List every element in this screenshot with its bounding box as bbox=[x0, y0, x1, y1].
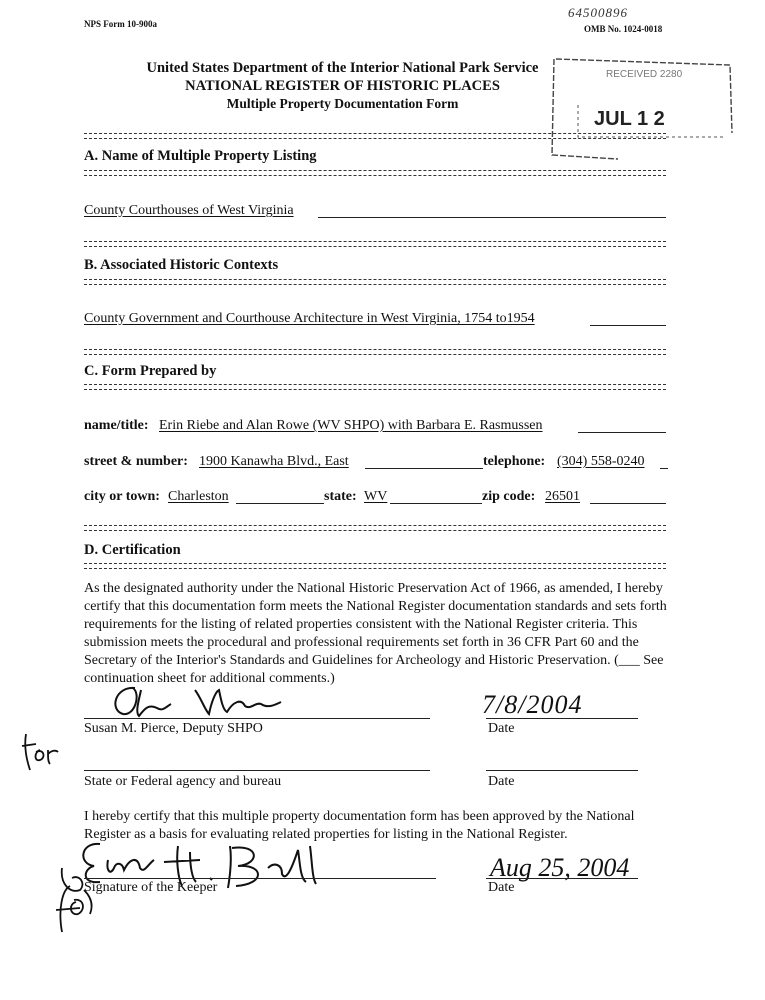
fill-line bbox=[390, 503, 482, 504]
date-label-1: Date bbox=[488, 721, 515, 736]
header-line2: NATIONAL REGISTER OF HISTORIC PLACES bbox=[185, 78, 500, 94]
section-divider bbox=[84, 279, 666, 285]
fill-line bbox=[578, 432, 666, 433]
street-number-value: 1900 Kanawha Blvd., East bbox=[199, 454, 349, 469]
fill-line bbox=[318, 217, 666, 218]
section-b-title: B. Associated Historic Contexts bbox=[84, 257, 279, 273]
omb-number: OMB No. 1024-0018 bbox=[584, 24, 663, 34]
shpo-signer-name: Susan M. Pierce, Deputy SHPO bbox=[84, 721, 263, 736]
city-label: city or town: bbox=[84, 489, 160, 504]
zip-value: 26501 bbox=[545, 489, 580, 504]
date-label-3: Date bbox=[488, 880, 515, 895]
section-divider bbox=[84, 170, 666, 176]
shpo-signature bbox=[105, 680, 305, 722]
agency-label: State or Federal agency and bureau bbox=[84, 774, 282, 789]
header-line3: Multiple Property Documentation Form bbox=[226, 96, 459, 111]
certification-paragraph: As the designated authority under the National Historic Preservation Act of 1966, as amended, I hereby certify that this documentation form meets the National Register documentation standards and sets forth requirements for the listing of related properties consistent with the National Register criteria. This submission meets the procedural and professional requirements set forth in 36 CFR Part 60 and the Secretary of the Interior's Standards and Guidelines for Archeology and Historic Preservation. (___ See continuation sheet for additional comments.) bbox=[84, 581, 667, 686]
section-divider bbox=[84, 133, 666, 139]
section-divider bbox=[84, 563, 666, 569]
signature-line bbox=[84, 878, 436, 879]
state-label: state: bbox=[324, 489, 357, 504]
section-d-title: D. Certification bbox=[84, 542, 181, 558]
fill-line bbox=[590, 325, 666, 326]
fill-line bbox=[365, 468, 483, 469]
date-handwritten-2: Aug 25, 2004 bbox=[490, 853, 630, 882]
city-value: Charleston bbox=[168, 489, 229, 504]
for-annotation bbox=[20, 728, 60, 774]
section-divider bbox=[84, 384, 666, 390]
street-number-label: street & number: bbox=[84, 454, 188, 469]
zip-label: zip code: bbox=[482, 489, 536, 504]
fill-line bbox=[236, 503, 324, 504]
keeper-label: Signature of the Keeper bbox=[84, 880, 218, 895]
agency-line bbox=[84, 770, 430, 771]
fill-line bbox=[590, 503, 666, 504]
section-a-title: A. Name of Multiple Property Listing bbox=[84, 148, 317, 164]
date-label-2: Date bbox=[488, 774, 515, 789]
name-title-label: name/title: bbox=[84, 418, 149, 433]
historic-contexts-value: County Government and Courthouse Architecture in West Virginia, 1754 to1954 bbox=[84, 311, 535, 326]
section-divider bbox=[84, 525, 666, 531]
section-c-title: C. Form Prepared by bbox=[84, 363, 217, 379]
date-handwritten-1: 7/8/2004 bbox=[482, 690, 583, 719]
telephone-value: (304) 558-0240 bbox=[557, 454, 645, 469]
stamp-date-text: JUL 1 2 bbox=[594, 108, 665, 130]
for-annotation-2 bbox=[40, 880, 100, 940]
signature-line bbox=[84, 718, 430, 719]
name-title-value: Erin Riebe and Alan Rowe (WV SHPO) with Barbara E. Rasmussen bbox=[159, 418, 543, 433]
header-line1: United States Department of the Interior National Park Service bbox=[146, 60, 539, 76]
date-line bbox=[486, 718, 638, 719]
received-stamp bbox=[548, 55, 734, 165]
telephone-label: telephone: bbox=[483, 454, 546, 469]
date-line bbox=[486, 878, 638, 879]
stamp-received-text: RECEIVED 2280 bbox=[606, 69, 683, 80]
section-divider bbox=[84, 349, 666, 355]
reference-number: 64500896 bbox=[568, 5, 628, 20]
section-divider bbox=[84, 241, 666, 247]
date-line bbox=[486, 770, 638, 771]
fill-line bbox=[660, 468, 668, 469]
keeper-paragraph: I hereby certify that this multiple property documentation form has been approved by the National Register as a basis for evaluating related properties for listing in the National Register. bbox=[84, 809, 635, 842]
form-number: NPS Form 10-900a bbox=[84, 19, 157, 29]
multiple-property-name: County Courthouses of West Virginia bbox=[84, 203, 294, 218]
state-value: WV bbox=[364, 489, 388, 504]
